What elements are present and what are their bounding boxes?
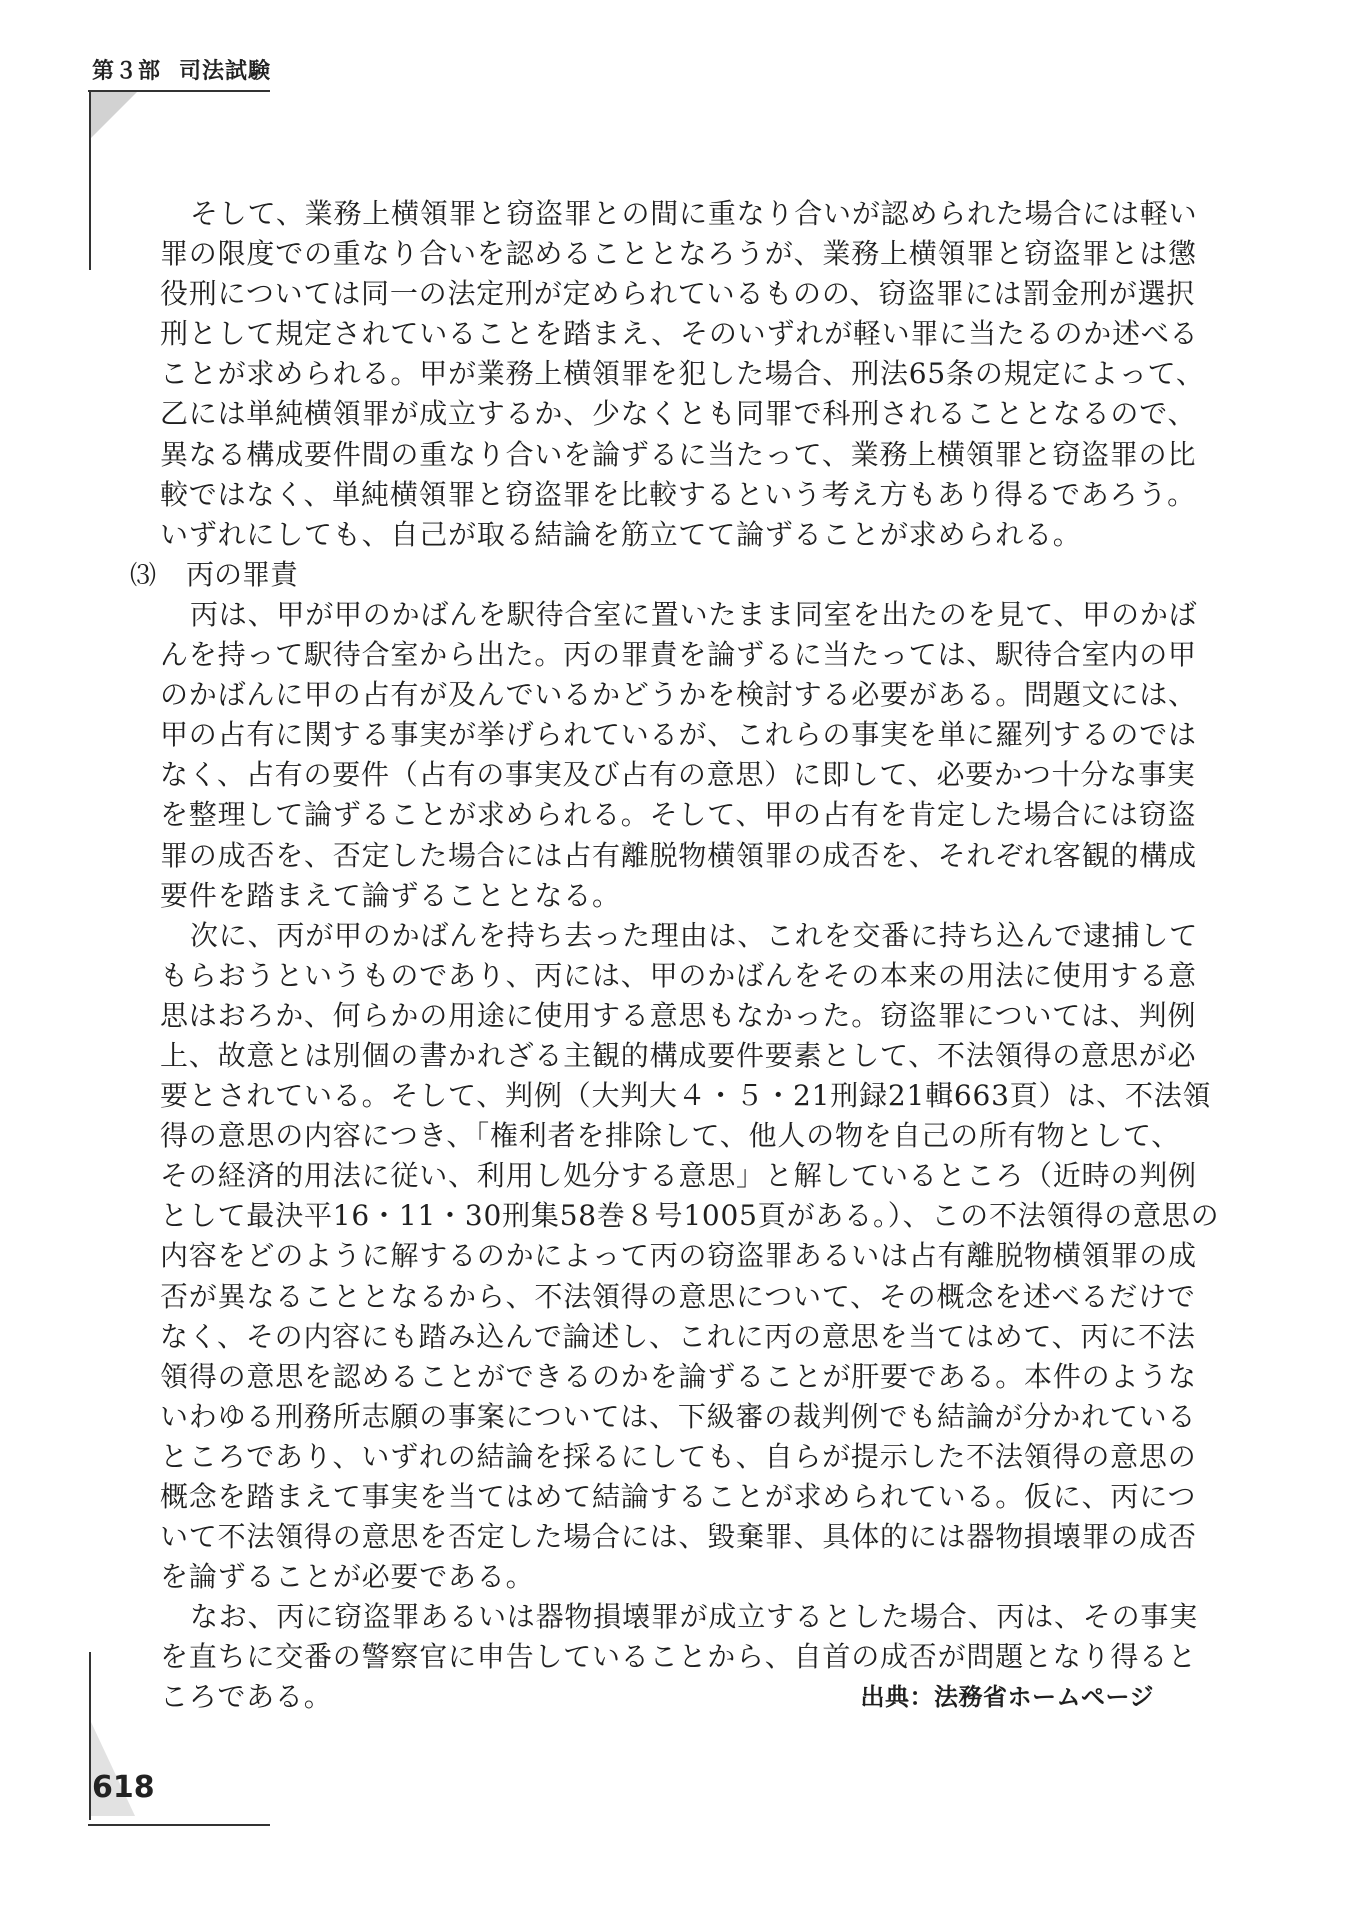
text-line: を直ちに交番の警察官に申告していることから、自首の成否が問題となり得ると: [160, 1640, 1197, 1674]
text-line: いて不法領得の意思を否定した場合には、毀棄罪、具体的には器物損壊罪の成否: [160, 1520, 1197, 1554]
text-line: いずれにしても、自己が取る結論を筋立てて論ずることが求められる。: [160, 517, 1082, 551]
text-line: を論ずることが必要である。: [160, 1560, 535, 1594]
text-line: 要とされている。そして、判例（大判大４・５・21刑録21輯663頁）は、不法領: [160, 1079, 1212, 1113]
text-line: 甲の占有に関する事実が挙げられているが、これらの事実を単に羅列するのでは: [160, 718, 1197, 752]
text-line: 内容をどのように解するのかによって丙の窃盗罪あるいは占有離脱物横領罪の成: [160, 1239, 1197, 1273]
source-citation: 出典：法務省ホームページ: [860, 1683, 1154, 1712]
text-line: 要件を踏まえて論ずることとなる。: [160, 878, 621, 912]
text-line: 得の意思の内容につき、「権利者を排除して、他人の物を自己の所有物として、: [160, 1119, 1181, 1153]
text-line-final-content: ころである。: [160, 1680, 333, 1714]
text-line: その経済的用法に従い、利用し処分する意思」と解しているところ（近時の判例: [160, 1159, 1197, 1193]
text-line: なお、丙に窃盗罪あるいは器物損壊罪が成立するとした場合、丙は、その事実: [190, 1600, 1199, 1634]
text-line-final: [160, 1677, 1154, 1717]
text-line: 概念を踏まえて事実を当てはめて結論することが求められている。仮に、丙につ: [160, 1480, 1197, 1513]
text-line: として最決平16・11・30刑集58巻８号1005頁がある。）、この不法領得の意思の: [160, 1199, 1220, 1233]
text-line: 次に、丙が甲のかばんを持ち去った理由は、これを交番に持ち込んで逮捕して: [190, 918, 1199, 952]
text-line: 刑として規定されていることを踏まえ、そのいずれが軽い罪に当たるのか述べる: [160, 317, 1199, 351]
body-text: [130, 194, 1220, 1718]
text-line: んを持って駅待合室から出た。丙の罪責を論ずるに当たっては、駅待合室内の甲: [160, 638, 1197, 672]
margin-rule-top: [89, 92, 91, 270]
text-line: 思はおろか、何らかの用途に使用する意思もなかった。窃盗罪については、判例: [160, 998, 1197, 1032]
text-line: 領得の意思を認めることができるのかを論ずることが肝要である。本件のような: [160, 1359, 1197, 1393]
text-line: 丙は、甲が甲のかばんを駅待合室に置いたまま同室を出たのを見て、甲のかば: [190, 597, 1198, 631]
text-line: 異なる構成要件間の重なり合いを論ずるに当たって、業務上横領罪と窃盗罪の比: [160, 437, 1197, 471]
text-line: ことが求められる。甲が業務上横領罪を犯した場合、刑法65条の規定によって、: [160, 357, 1205, 391]
text-line: いわゆる刑務所志願の事案については、下級審の裁判例でも結論が分かれている: [160, 1399, 1197, 1433]
text-line: なく、その内容にも踏み込んで論述し、これに丙の意思を当てはめて、丙に不法: [160, 1319, 1196, 1353]
text-line: 罪の限度での重なり合いを認めることとなろうが、業務上横領罪と窃盗罪とは懲: [160, 237, 1197, 271]
text-line: 罪の成否を、否定した場合には占有離脱物横領罪の成否を、それぞれ客観的構成: [160, 838, 1197, 872]
text-line: もらおうというものであり、丙には、甲のかばんをその本来の用法に使用する意: [160, 958, 1197, 992]
section-title: 司法試験: [179, 59, 272, 84]
part-label: 第３部: [92, 59, 162, 84]
text-line: 較ではなく、単純横領罪と窃盗罪を比較するという考え方もあり得るであろう。: [160, 477, 1196, 511]
text-line: 役刑については同一の法定刑が定められているものの、窃盗罪には罰金刑が選択: [160, 277, 1196, 311]
footer-rule: [88, 1824, 270, 1826]
text-line: を整理して論ずることが求められる。そして、甲の占有を肯定した場合には窃盗: [160, 798, 1197, 832]
text-line: のかばんに甲の占有が及んでいるかどうかを検討する必要がある。問題文には、: [160, 678, 1197, 712]
section-heading-number: ⑶: [130, 560, 157, 591]
corner-decoration: [91, 92, 137, 138]
running-header: [92, 54, 271, 85]
text-line: そして、業務上横領罪と窃盗罪との間に重なり合いが認められた場合には軽い: [190, 197, 1198, 230]
section-heading: [130, 555, 1154, 595]
section-heading-text: 丙の罪責: [186, 557, 299, 591]
text-line: なく、占有の要件（占有の事実及び占有の意思）に即して、必要かつ十分な事実: [160, 758, 1196, 792]
text-line: 否が異なることとなるから、不法領得の意思について、その概念を述べるだけで: [160, 1279, 1196, 1313]
text-line: 乙には単純横領罪が成立するか、少なくとも同罪で科刑されることとなるので、: [160, 397, 1197, 431]
text-line: 上、故意とは別個の書かれざる主観的構成要件要素として、不法領得の意思が必: [160, 1038, 1197, 1072]
text-line: ところであり、いずれの結論を採るにしても、自らが提示した不法領得の意思の: [160, 1439, 1197, 1473]
page-number: 618: [92, 1770, 155, 1805]
